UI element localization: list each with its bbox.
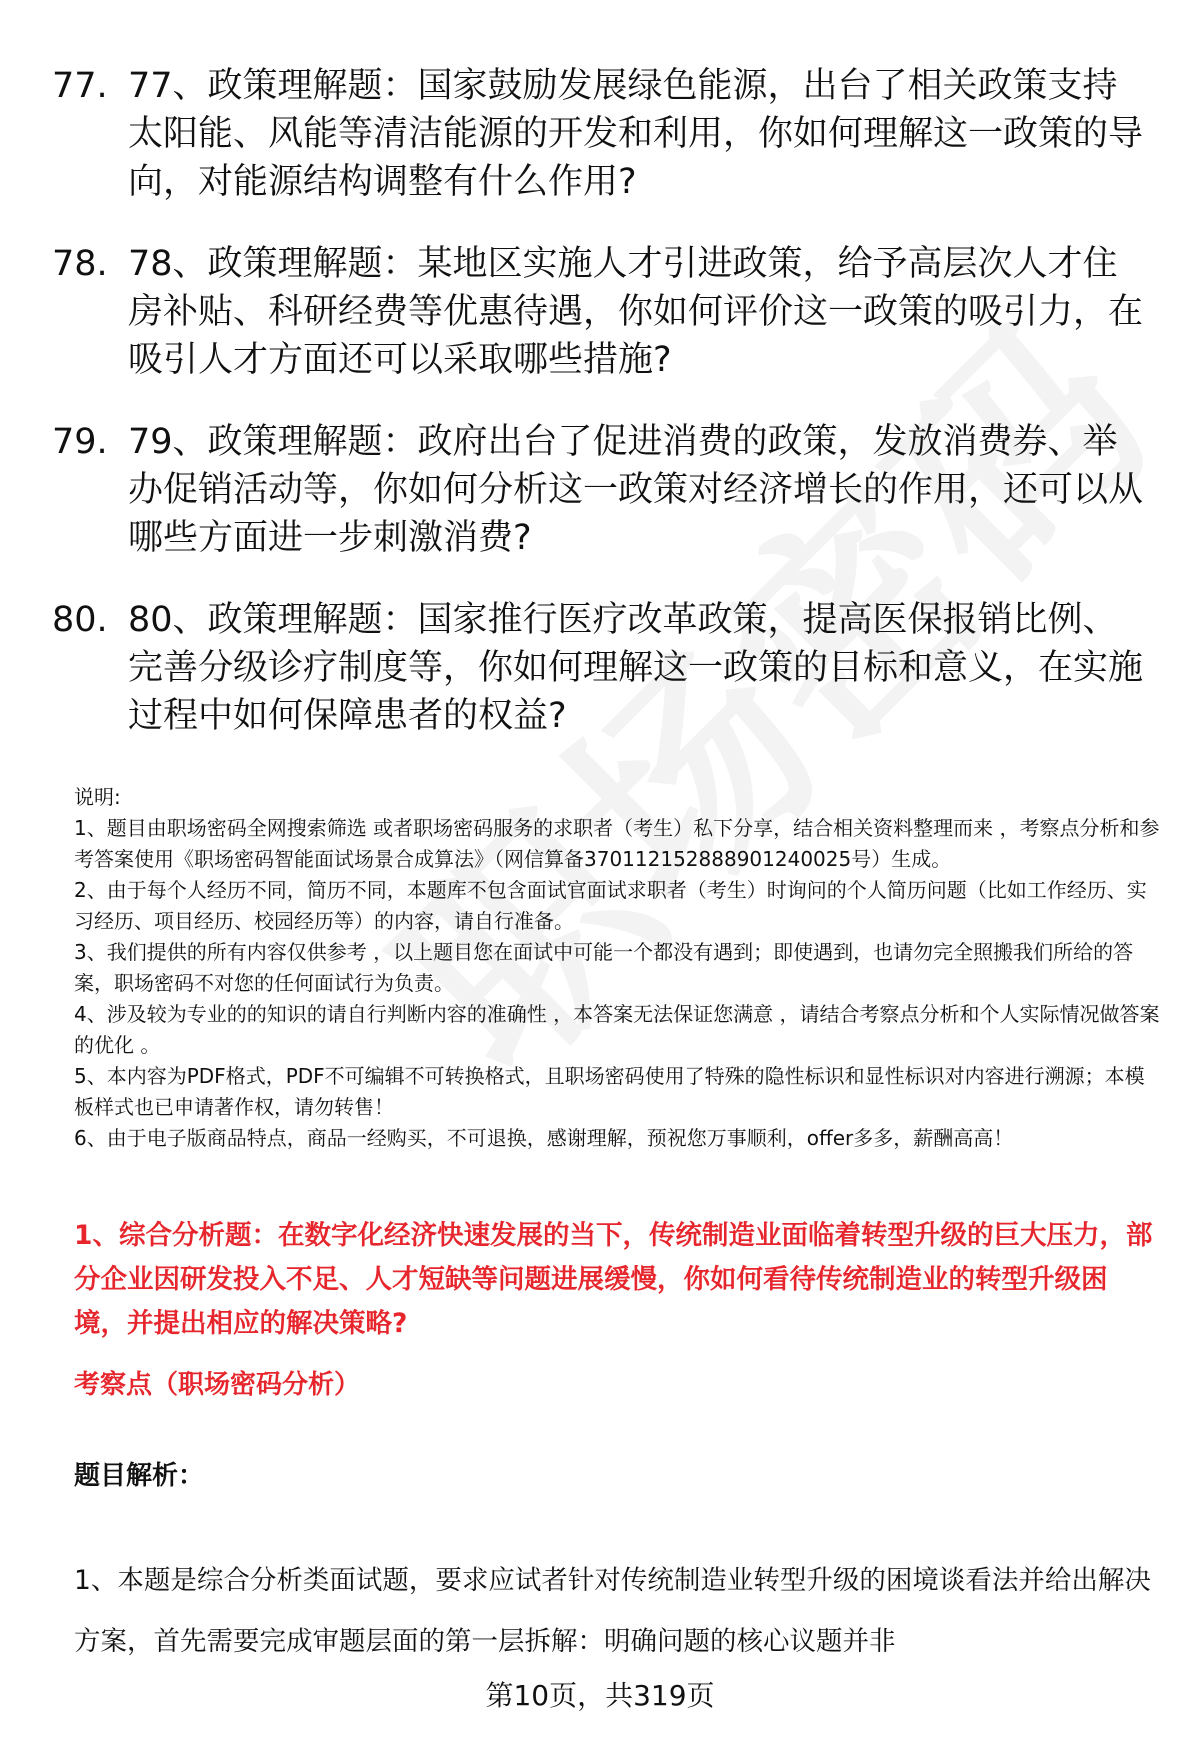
question-item bbox=[52, 596, 1152, 740]
question-text: 77、政策理解题：国家鼓励发展绿色能源，出台了相关政策支持太阳能、风能等清洁能源的开发和利用，你如何理解这一政策的导向，对能源结构调整有什么作用? bbox=[128, 66, 1144, 202]
notes-title: 说明: bbox=[74, 785, 121, 809]
question-number: 80. bbox=[52, 600, 108, 640]
note-item: 6、由于电子版商品特点，商品一经购买，不可退换，感谢理解，预祝您万事顺利，offer多多，薪酬高高！ bbox=[74, 1126, 1014, 1150]
question-number: 79. bbox=[52, 422, 108, 462]
note-item: 1、题目由职场密码全网搜索筛选 或者职场密码服务的求职者（考生）私下分享，结合相关资料整理而来 ，考察点分析和参考答案使用《职场密码智能面试场景合成算法》（网信算备370112152888901240025号）生成。 bbox=[74, 816, 1160, 871]
question-number: 77. bbox=[52, 66, 108, 106]
question-item bbox=[52, 62, 1152, 206]
note-item: 5、本内容为PDF格式，PDF不可编辑不可转换格式，且职场密码使用了特殊的隐性标识和显性标识对内容进行溯源；本模板样式也已申请著作权，请勿转售！ bbox=[74, 1064, 1145, 1119]
notes-section bbox=[74, 782, 1164, 1154]
main-question: 1、综合分析题：在数字化经济快速发展的当下，传统制造业面临着转型升级的巨大压力，部分企业因研发投入不足、人才短缺等问题进展缓慢，你如何看待传统制造业的转型升级困境，并提出相应的解决策略? bbox=[74, 1220, 1153, 1339]
note-item: 4、涉及较为专业的的知识的请自行判断内容的准确性 ，本答案无法保证您满意 ，请结合考察点分析和个人实际情况做答案的优化 。 bbox=[74, 1002, 1160, 1057]
question-text: 80、政策理解题：国家推行医疗改革政策，提高医保报销比例、完善分级诊疗制度等，你如何理解这一政策的目标和意义，在实施过程中如何保障患者的权益? bbox=[128, 600, 1144, 736]
exam-point-heading: 考察点（职场密码分析） bbox=[74, 1370, 361, 1400]
question-text: 79、政策理解题：政府出台了促进消费的政策，发放消费券、举办促销活动等，你如何分析这一政策对经济增长的作用，还可以从哪些方面进一步刺激消费? bbox=[128, 422, 1144, 558]
question-item bbox=[52, 418, 1152, 562]
question-number: 78. bbox=[52, 244, 108, 284]
question-item bbox=[52, 240, 1152, 384]
note-item: 3、我们提供的所有内容仅供参考 ，以上题目您在面试中可能一个都没有遇到；即使遇到，也请勿完全照搬我们所给的答案，职场密码不对您的任何面试行为负责。 bbox=[74, 940, 1134, 995]
note-item: 2、由于每个人经历不同，简历不同，本题库不包含面试官面试求职者（考生）时询问的个人简历问题（比如工作经历、实习经历、项目经历、校园经历等）的内容，请自行准备。 bbox=[74, 878, 1147, 933]
analysis-heading: 题目解析： bbox=[74, 1461, 205, 1491]
question-list bbox=[52, 62, 1152, 774]
question-text: 78、政策理解题：某地区实施人才引进政策，给予高层次人才住房补贴、科研经费等优惠待遇，你如何评价这一政策的吸引力，在吸引人才方面还可以采取哪些措施? bbox=[128, 244, 1144, 380]
page-footer: 第10页，共319页 bbox=[485, 1679, 715, 1712]
analysis-paragraph: 1、本题是综合分析类面试题，要求应试者针对传统制造业转型升级的困境谈看法并给出解决方案，首先需要完成审题层面的第一层拆解：明确问题的核心议题并非 bbox=[74, 1565, 1151, 1657]
